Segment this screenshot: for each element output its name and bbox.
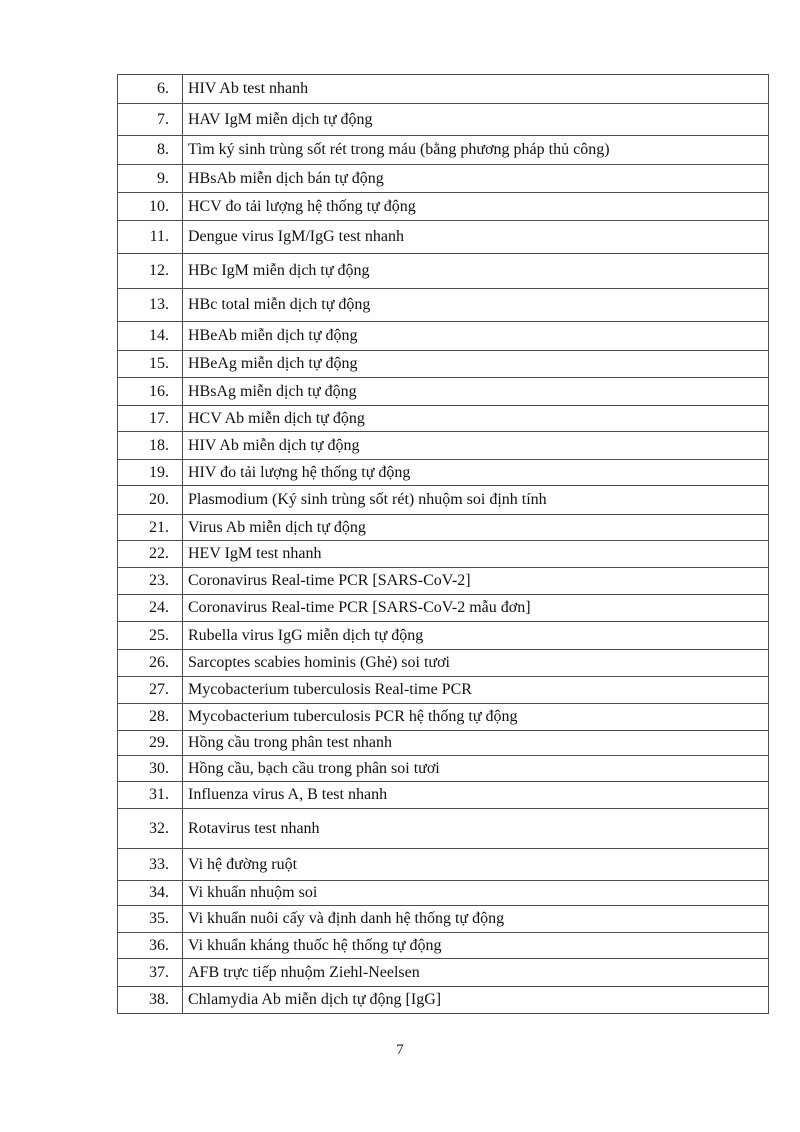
test-name-cell: HBeAb miễn dịch tự động: [183, 322, 769, 351]
table-row: [118, 595, 769, 622]
table-row: [118, 289, 769, 322]
test-table-body: [118, 75, 769, 1014]
table-row: [118, 704, 769, 731]
test-name-cell: Hồng cầu trong phân test nhanh: [183, 731, 769, 756]
row-number-cell: 11.: [118, 221, 183, 254]
test-name-cell: Virus Ab miễn dịch tự động: [183, 515, 769, 541]
row-number-cell: 10.: [118, 193, 183, 221]
row-number-cell: 17.: [118, 406, 183, 432]
test-name-cell: HBc IgM miễn dịch tự động: [183, 254, 769, 289]
table-row: [118, 987, 769, 1014]
row-number-cell: 8.: [118, 136, 183, 165]
test-name-cell: HIV Ab test nhanh: [183, 75, 769, 104]
table-row: [118, 193, 769, 221]
table-row: [118, 486, 769, 515]
row-number-cell: 28.: [118, 704, 183, 731]
test-name-cell: Tìm ký sinh trùng sốt rét trong máu (bằng phương pháp thủ công): [183, 136, 769, 165]
test-name-cell: Sarcoptes scabies hominis (Ghẻ) soi tươi: [183, 650, 769, 677]
row-number-cell: 6.: [118, 75, 183, 104]
row-number-cell: 36.: [118, 933, 183, 959]
test-name-cell: Rubella virus IgG miễn dịch tự động: [183, 622, 769, 650]
table-row: [118, 933, 769, 959]
row-number-cell: 22.: [118, 541, 183, 568]
table-row: [118, 460, 769, 486]
row-number-cell: 21.: [118, 515, 183, 541]
test-name-cell: Vi khuẩn nhuộm soi: [183, 881, 769, 906]
test-name-cell: HCV đo tải lượng hệ thống tự động: [183, 193, 769, 221]
table-row: [118, 782, 769, 809]
table-row: [118, 406, 769, 432]
table-row: [118, 881, 769, 906]
table-row: [118, 959, 769, 987]
test-name-cell: Influenza virus A, B test nhanh: [183, 782, 769, 809]
test-name-cell: HIV Ab miễn dịch tự động: [183, 432, 769, 460]
page-number: 7: [396, 1042, 404, 1058]
table-row: [118, 165, 769, 193]
test-name-cell: Vi khuẩn kháng thuốc hệ thống tự động: [183, 933, 769, 959]
table-row: [118, 254, 769, 289]
row-number-cell: 27.: [118, 677, 183, 704]
test-name-cell: Vi hệ đường ruột: [183, 849, 769, 881]
table-row: [118, 515, 769, 541]
row-number-cell: 26.: [118, 650, 183, 677]
row-number-cell: 25.: [118, 622, 183, 650]
test-name-cell: HBc total miễn dịch tự động: [183, 289, 769, 322]
table-row: [118, 906, 769, 933]
test-name-cell: Coronavirus Real-time PCR [SARS-CoV-2 mẫu đơn]: [183, 595, 769, 622]
row-number-cell: 29.: [118, 731, 183, 756]
test-name-cell: Dengue virus IgM/IgG test nhanh: [183, 221, 769, 254]
test-name-cell: HAV IgM miễn dịch tự động: [183, 104, 769, 136]
row-number-cell: 34.: [118, 881, 183, 906]
test-name-cell: HIV đo tải lượng hệ thống tự động: [183, 460, 769, 486]
test-name-cell: Chlamydia Ab miễn dịch tự động [IgG]: [183, 987, 769, 1014]
test-name-cell: HCV Ab miễn dịch tự động: [183, 406, 769, 432]
table-row: [118, 756, 769, 782]
row-number-cell: 33.: [118, 849, 183, 881]
test-name-cell: Mycobacterium tuberculosis Real-time PCR: [183, 677, 769, 704]
row-number-cell: 37.: [118, 959, 183, 987]
table-row: [118, 351, 769, 378]
test-name-cell: Mycobacterium tuberculosis PCR hệ thống tự động: [183, 704, 769, 731]
row-number-cell: 18.: [118, 432, 183, 460]
table-row: [118, 731, 769, 756]
test-name-cell: HEV IgM test nhanh: [183, 541, 769, 568]
row-number-cell: 19.: [118, 460, 183, 486]
table-row: [118, 809, 769, 849]
test-name-cell: Hồng cầu, bạch cầu trong phân soi tươi: [183, 756, 769, 782]
table-row: [118, 322, 769, 351]
row-number-cell: 7.: [118, 104, 183, 136]
table-row: [118, 650, 769, 677]
row-number-cell: 20.: [118, 486, 183, 515]
row-number-cell: 38.: [118, 987, 183, 1014]
table-row: [118, 136, 769, 165]
row-number-cell: 12.: [118, 254, 183, 289]
test-name-cell: HBeAg miễn dịch tự động: [183, 351, 769, 378]
table-row: [118, 622, 769, 650]
table-row: [118, 677, 769, 704]
test-name-cell: AFB trực tiếp nhuộm Ziehl-Neelsen: [183, 959, 769, 987]
test-name-cell: Plasmodium (Ký sinh trùng sốt rét) nhuộm soi định tính: [183, 486, 769, 515]
row-number-cell: 15.: [118, 351, 183, 378]
test-name-cell: Vi khuẩn nuôi cấy và định danh hệ thống tự động: [183, 906, 769, 933]
table-row: [118, 568, 769, 595]
row-number-cell: 16.: [118, 378, 183, 406]
table-row: [118, 104, 769, 136]
test-name-cell: Rotavirus test nhanh: [183, 809, 769, 849]
table-row: [118, 221, 769, 254]
test-list-table: [117, 74, 769, 1014]
row-number-cell: 13.: [118, 289, 183, 322]
table-row: [118, 378, 769, 406]
row-number-cell: 24.: [118, 595, 183, 622]
test-name-cell: Coronavirus Real-time PCR [SARS-CoV-2]: [183, 568, 769, 595]
table-row: [118, 849, 769, 881]
row-number-cell: 31.: [118, 782, 183, 809]
table-row: [118, 432, 769, 460]
table-row: [118, 75, 769, 104]
row-number-cell: 30.: [118, 756, 183, 782]
test-name-cell: HBsAg miễn dịch tự động: [183, 378, 769, 406]
row-number-cell: 14.: [118, 322, 183, 351]
row-number-cell: 35.: [118, 906, 183, 933]
row-number-cell: 23.: [118, 568, 183, 595]
test-name-cell: HBsAb miễn dịch bán tự động: [183, 165, 769, 193]
table-row: [118, 541, 769, 568]
row-number-cell: 32.: [118, 809, 183, 849]
row-number-cell: 9.: [118, 165, 183, 193]
